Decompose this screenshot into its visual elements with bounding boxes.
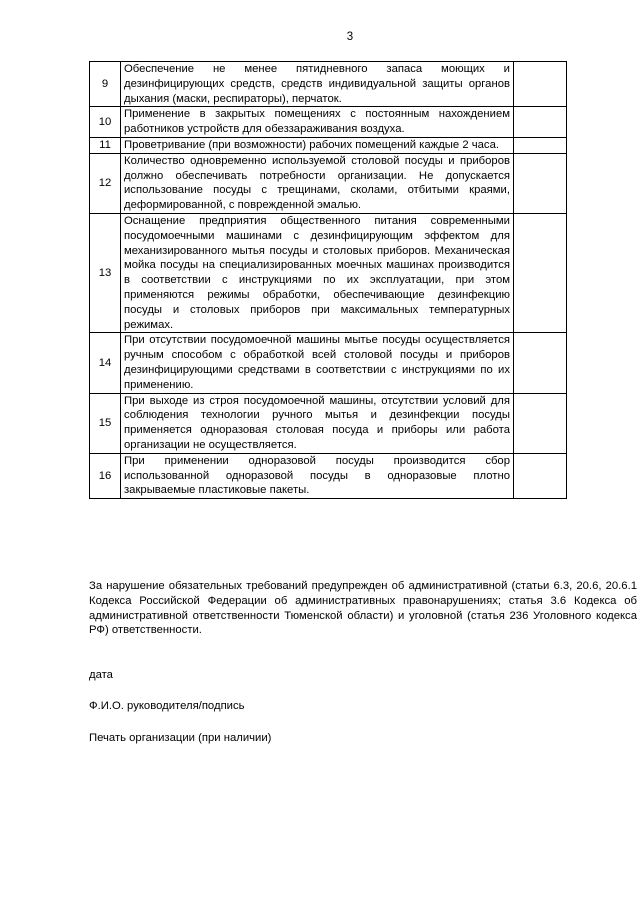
page-number: 3	[346, 31, 354, 43]
row-text: При применении одноразовой посуды производится сбор использованной одноразовой посуды в одноразовые плотно закрываемые пластиковые пакеты.	[121, 453, 514, 498]
table-row	[90, 153, 567, 213]
liability-warning: За нарушение обязательных требований предупрежден об административной (статьи 6.3, 20.6, 20.6.1 Кодекса Российской Федерации об административных правонарушениях; статья 3.6 Кодекса об административной ответственности Тюменской области) и уголовной (статья 236 Уголовного кодекса РФ) ответственности.	[89, 580, 637, 637]
row-text: Применение в закрытых помещениях с постоянным нахождением работников устройств для обеззараживания воздуха.	[121, 107, 514, 138]
row-text: Количество одновременно используемой столовой посуды и приборов должно обеспечивать потребности организации. Не допускается использование посуды с трещинами, сколами, отбитыми краями, деформированной, с поврежденной эмалью.	[121, 153, 514, 213]
table-row	[90, 393, 567, 453]
row-number: 14	[90, 333, 121, 393]
row-text: При отсутствии посудомоечной машины мытье посуды осуществляется ручным способом с обработкой всей столовой посуды и приборов дезинфицирующими средствами в соответствии с инструкциями по их применению.	[121, 333, 514, 393]
table-row	[90, 333, 567, 393]
table-row	[90, 107, 567, 138]
row-mark-cell	[514, 453, 567, 498]
table-row	[90, 213, 567, 332]
seal-label: Печать организации (при наличии)	[89, 732, 272, 744]
table-row	[90, 137, 567, 153]
row-number: 9	[90, 62, 121, 107]
row-number: 10	[90, 107, 121, 138]
row-mark-cell	[514, 213, 567, 332]
row-mark-cell	[514, 107, 567, 138]
row-text: Обеспечение не менее пятидневного запаса моющих и дезинфицирующих средств, средств индивидуальной защиты органов дыхания (маски, респираторы), перчаток.	[121, 62, 514, 107]
row-mark-cell	[514, 137, 567, 153]
table-row	[90, 62, 567, 107]
row-text: Проветривание (при возможности) рабочих помещений каждые 2 часа.	[121, 137, 514, 153]
table-row	[90, 453, 567, 498]
row-number: 15	[90, 393, 121, 453]
row-text: Оснащение предприятия общественного питания современными посудомоечными машинами с дезинфицирующим эффектом для механизированного мытья посуды и столовых приборов. Механическая мойка посуды на специализированных моечных машинах производится в соответствии с инструкциями по их эксплуатации, при этом применяются режимы обработки, обеспечивающие дезинфекцию посуды и столовых приборов при максимальных температурных режимах.	[121, 213, 514, 332]
row-mark-cell	[514, 393, 567, 453]
row-mark-cell	[514, 153, 567, 213]
row-number: 16	[90, 453, 121, 498]
row-mark-cell	[514, 333, 567, 393]
row-mark-cell	[514, 62, 567, 107]
row-number: 13	[90, 213, 121, 332]
row-text: При выходе из строя посудомоечной машины, отсутствии условий для соблюдения технологии ручного мытья и дезинфекции посуды применяется одноразовая столовая посуда и приборы или работа организации не осуществляется.	[121, 393, 514, 453]
row-number: 11	[90, 137, 121, 153]
signature-label: Ф.И.О. руководителя/подпись	[89, 700, 245, 712]
requirements-table	[89, 61, 567, 499]
date-label: дата	[89, 669, 113, 681]
row-number: 12	[90, 153, 121, 213]
